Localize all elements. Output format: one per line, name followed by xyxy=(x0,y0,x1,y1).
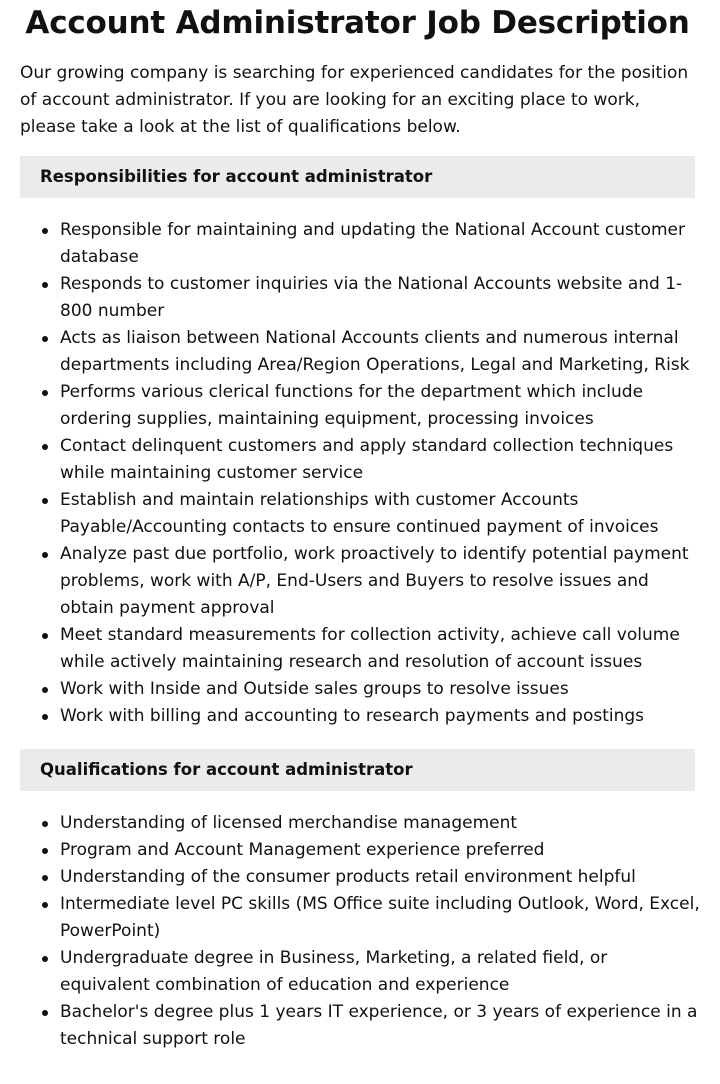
list-item: Understanding of the consumer products retail environment helpful xyxy=(60,864,700,891)
list-item: Undergraduate degree in Business, Marketing, a related field, or equivalent combination of education and experience xyxy=(60,945,700,999)
list-item: Contact delinquent customers and apply standard collection techniques while maintaining customer service xyxy=(60,433,700,487)
list-item: Responds to customer inquiries via the National Accounts website and 1-800 number xyxy=(60,271,700,325)
list-item: Performs various clerical functions for the department which include ordering supplies, maintaining equipment, processing invoices xyxy=(60,379,700,433)
qualifications-heading: Qualifications for account administrator xyxy=(20,749,695,791)
page-title: Account Administrator Job Description xyxy=(25,5,690,41)
list-item: Acts as liaison between National Accounts clients and numerous internal departments including Area/Region Operations, Legal and Marketing, Risk xyxy=(60,325,700,379)
list-item: Program and Account Management experience preferred xyxy=(60,837,700,864)
list-item: Meet standard measurements for collection activity, achieve call volume while actively maintaining research and resolution of account issues xyxy=(60,622,700,676)
intro-paragraph: Our growing company is searching for experienced candidates for the position of account administrator. If you are looking for an exciting place to work, please take a look at the list of qualifications below. xyxy=(20,63,689,137)
list-item: Responsible for maintaining and updating the National Account customer database xyxy=(60,217,700,271)
list-item: Establish and maintain relationships with customer Accounts Payable/Accounting contacts to ensure continued payment of invoices xyxy=(60,487,700,541)
qualifications-list xyxy=(20,810,700,1053)
list-item: Work with Inside and Outside sales groups to resolve issues xyxy=(60,676,700,703)
list-item: Analyze past due portfolio, work proactively to identify potential payment problems, work with A/P, End-Users and Buyers to resolve issues and obtain payment approval xyxy=(60,541,700,622)
responsibilities-heading: Responsibilities for account administrator xyxy=(20,156,695,198)
list-item: Intermediate level PC skills (MS Office suite including Outlook, Word, Excel, PowerPoint) xyxy=(60,891,700,945)
list-item: Bachelor's degree plus 1 years IT experience, or 3 years of experience in a technical support role xyxy=(60,999,700,1053)
responsibilities-list xyxy=(20,217,700,730)
list-item: Understanding of licensed merchandise management xyxy=(60,810,700,837)
list-item: Work with billing and accounting to research payments and postings xyxy=(60,703,700,730)
